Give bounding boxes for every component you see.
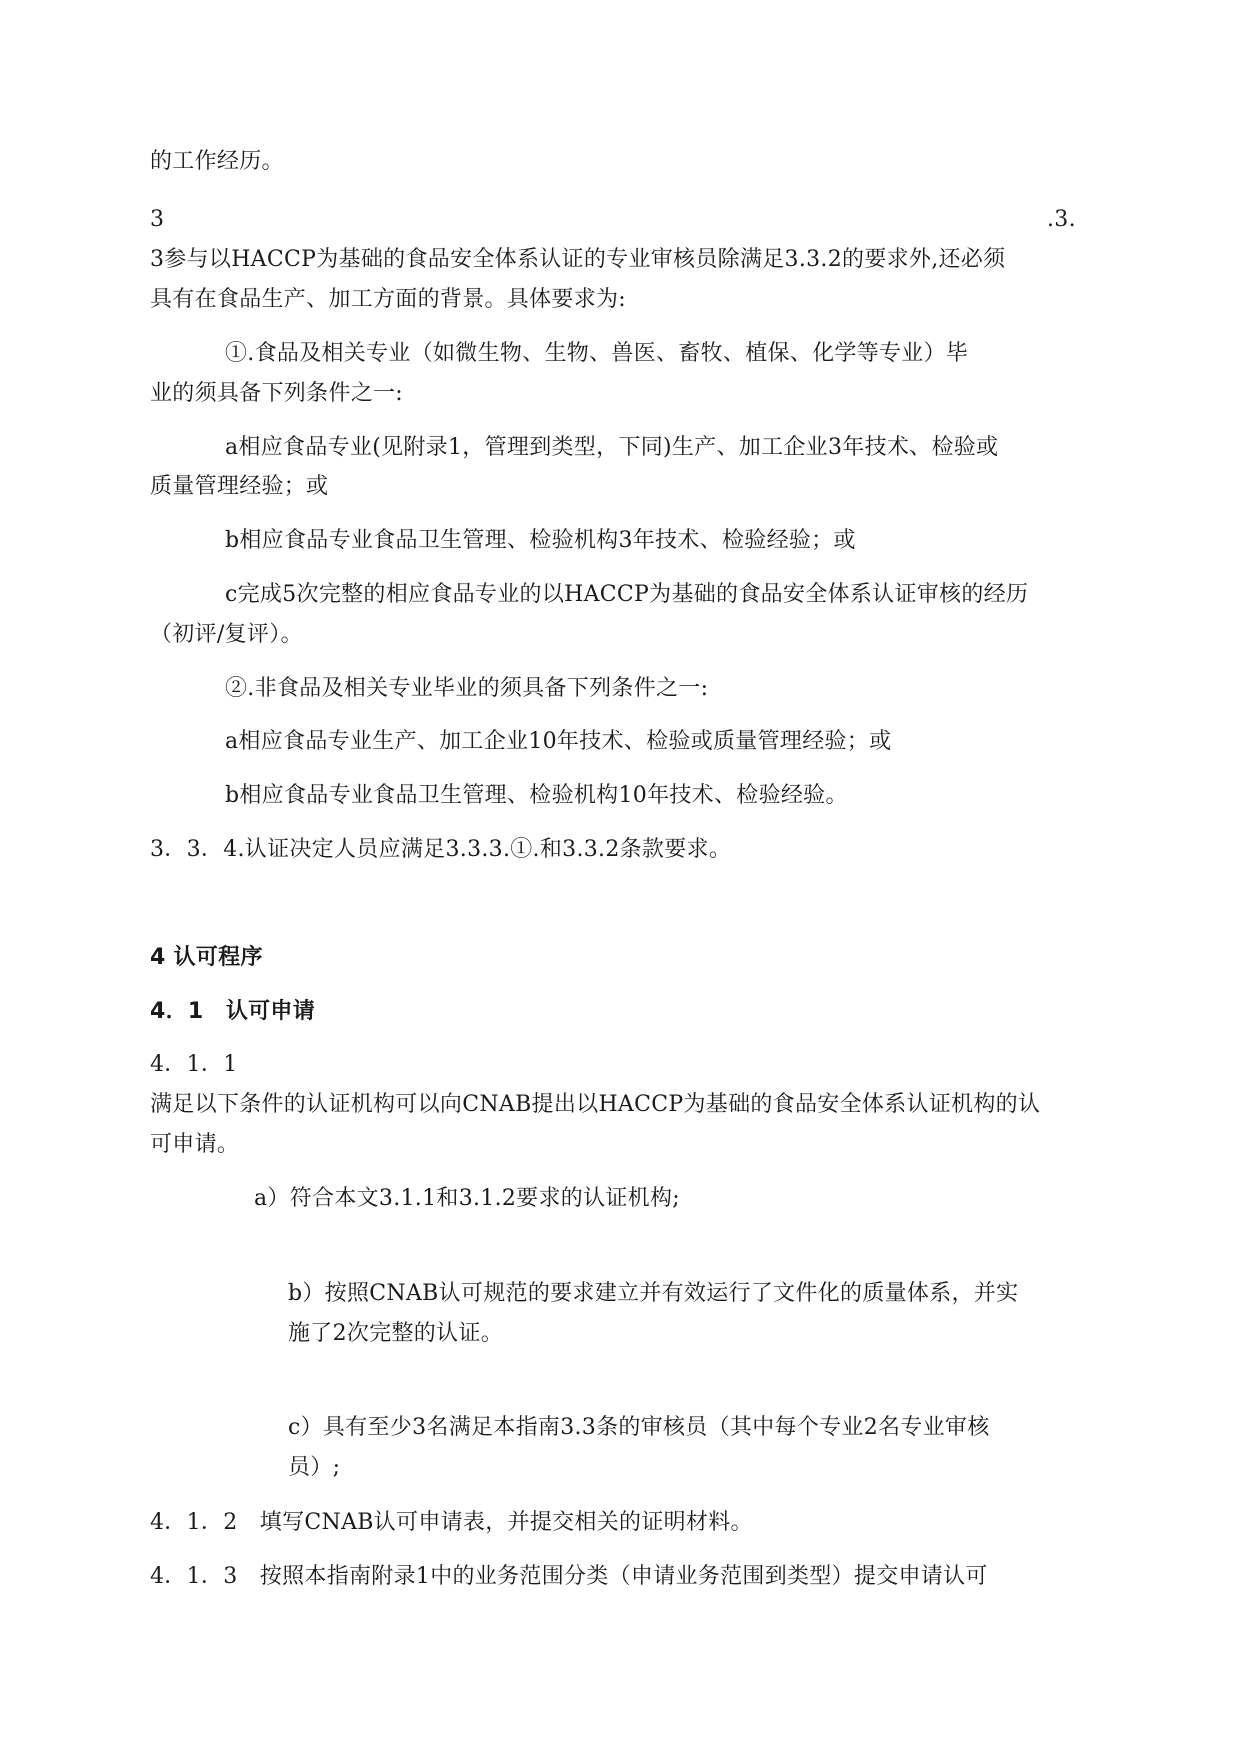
section-heading: 4 认可程序: [150, 945, 263, 970]
list-item: b）按照CNAB认可规范的要求建立并有效运行了文件化的质量体系，并实: [288, 1281, 1019, 1306]
text-line: 具有在食品生产、加工方面的背景。具体要求为:: [150, 287, 627, 312]
text-line: 可申请。: [150, 1132, 240, 1157]
text-line: （初评/复评）。: [150, 622, 303, 647]
subsection-heading: 4．1 认可申请: [150, 999, 316, 1024]
clause-line: 3．3．4.认证决定人员应满足3.3.3.①.和3.3.2条款要求。: [150, 837, 732, 862]
list-item: a相应食品专业生产、加工企业10年技术、检验或质量管理经验；或: [225, 729, 892, 754]
text-line: 施了2次完整的认证。: [288, 1321, 503, 1346]
text-line: 满足以下条件的认证机构可以向CNAB提出以HACCP为基础的食品安全体系认证机构的认: [150, 1092, 1041, 1117]
list-item: c完成5次完整的相应食品专业的以HACCP为基础的食品安全体系认证审核的经历: [225, 582, 1029, 607]
text-line: 3参与以HACCP为基础的食品安全体系认证的专业审核员除满足3.3.2的要求外,还必须: [150, 247, 1006, 272]
list-item: a相应食品专业(见附录1，管理到类型，下同)生产、加工企业3年技术、检验或: [225, 435, 999, 460]
list-item: b相应食品专业食品卫生管理、检验机构10年技术、检验经验。: [225, 783, 848, 808]
list-item: b相应食品专业食品卫生管理、检验机构3年技术、检验经验；或: [225, 528, 856, 553]
list-item: a）符合本文3.1.1和3.1.2要求的认证机构;: [254, 1186, 680, 1211]
clause-number: 4．1．1: [150, 1052, 238, 1077]
text-line: 员）;: [288, 1455, 341, 1480]
text-line: 的工作经历。: [150, 149, 284, 174]
clause-line: 4．1．2 填写CNAB认可申请表，并提交相关的证明材料。: [150, 1510, 753, 1535]
list-item: c）具有至少3名满足本指南3.3条的审核员（其中每个专业2名专业审核: [288, 1415, 990, 1440]
section-number-part: .3.: [1047, 207, 1076, 232]
list-item: ①.食品及相关专业（如微生物、生物、兽医、畜牧、植保、化学等专业）毕: [225, 341, 969, 366]
text-line: 业的须具备下列条件之一:: [150, 381, 404, 406]
list-item: ②.非食品及相关专业毕业的须具备下列条件之一:: [225, 676, 709, 701]
clause-line: 4．1．3 按照本指南附录1中的业务范围分类（申请业务范围到类型）提交申请认可: [150, 1564, 988, 1589]
text-line: 质量管理经验；或: [150, 474, 329, 499]
section-number-part: 3: [150, 207, 165, 232]
